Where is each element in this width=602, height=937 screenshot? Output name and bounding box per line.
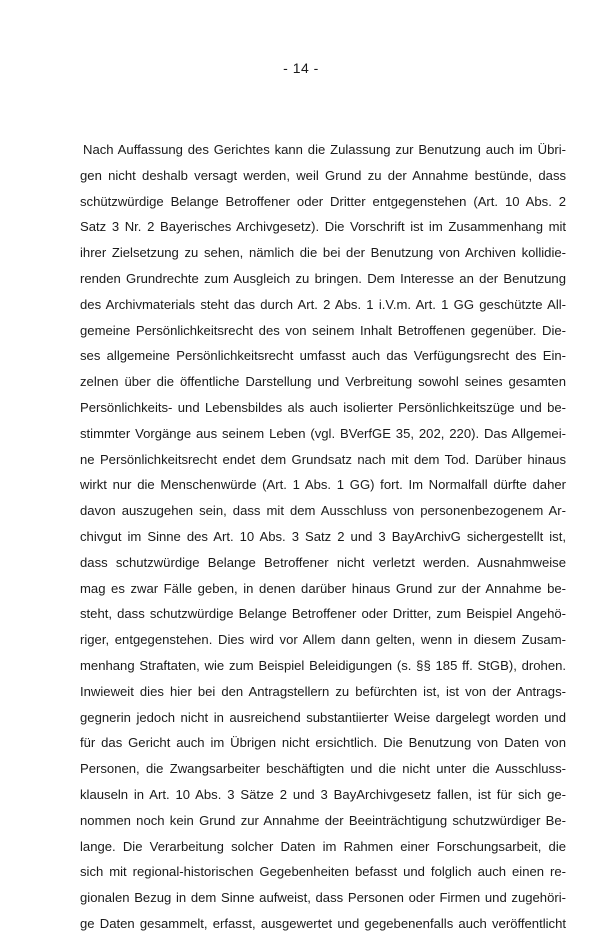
text-line: zelnen über die öffentliche Darstellung und Verbreitung sowohl seines gesamten xyxy=(80,374,566,390)
text-line: schützwürdige Belange Betroffener oder Dritter entgegenstehen (Art. 10 Abs. 2 xyxy=(80,193,567,209)
text-line: davon auszugehen sein, dass mit dem Ausschluss von personenbezogenem Ar- xyxy=(80,503,566,519)
page-number: - 14 - xyxy=(283,60,319,76)
text-line: gen nicht deshalb versagt werden, weil Grund zu der Annahme bestünde, dass xyxy=(80,167,567,183)
text-line: nommen noch kein Grund zur Annahme der Beeinträchtigung schutzwürdiger Be- xyxy=(80,812,567,828)
text-line: ses allgemeine Persönlichkeitsrecht umfasst auch das Verfügungsrecht des Ein- xyxy=(80,348,567,364)
text-line: Persönlichkeits- und Lebensbildes als auch isolierter Persönlichkeitszüge und be- xyxy=(80,399,566,415)
text-line: ge Daten gesammelt, erfasst, ausgewertet und gegebenenfalls auch veröffentlicht xyxy=(80,915,567,931)
text-line: Satz 3 Nr. 2 Bayerisches Archivgesetz). Die Vorschrift ist im Zusammenhang mit xyxy=(80,219,567,235)
text-line: dass schutzwürdige Belange Betroffener nicht verletzt werden. Ausnahmweise xyxy=(80,554,566,570)
text-line: klauseln in Art. 10 Abs. 3 Sätze 2 und 3 BayArchivgesetz fallen, ist für sich ge- xyxy=(80,786,567,802)
text-line: sich mit regional-historischen Gegebenheiten befasst und folglich auch einen re- xyxy=(80,864,566,880)
text-line: chivgut im Sinne des Art. 10 Abs. 3 Satz 2 und 3 BayArchivG sichergestellt ist, xyxy=(80,528,567,544)
text-line: Personen, die Zwangsarbeiter beschäftigten und die nicht unter die Ausschluss- xyxy=(80,761,566,777)
text-line: gegnerin jedoch nicht in ausreichend substantiierter Weise dargelegt worden und xyxy=(80,709,566,725)
text-line: lange. Die Verarbeitung solcher Daten im Rahmen einer Forschungsarbeit, die xyxy=(80,838,567,854)
text-line: ne Persönlichkeitsrecht endet dem Grundsatz nach mit dem Tod. Darüber hinaus xyxy=(80,451,566,467)
text-line: riger, entgegenstehen. Dies wird vor Allem dann gelten, wenn in diesem Zusam- xyxy=(80,632,566,648)
text-line: menhang Straftaten, wie zum Beispiel Beleidigungen (s. §§ 185 ff. StGB), drohen. xyxy=(80,657,567,673)
text-line: stimmter Vorgänge aus seinem Leben (vgl. BVerfGE 35, 202, 220). Das Allgemei- xyxy=(80,425,566,441)
text-line: steht, dass schutzwürdige Belange Betroffener oder Dritter, zum Beispiel Angehö- xyxy=(80,606,566,622)
text-line: Inwieweit dies hier bei den Antragstellern zu befürchten ist, ist von der Antrags- xyxy=(80,683,566,699)
text-line: gionalen Bezug in dem Sinne aufweist, dass Personen oder Firmen und zugehöri- xyxy=(80,890,567,906)
text-line: des Archivmaterials steht das durch Art. 2 Abs. 1 i.V.m. Art. 1 GG geschützte All- xyxy=(80,296,566,312)
text-line: gemeine Persönlichkeitsrecht des von seinem Inhalt Betroffenen gegenüber. Die- xyxy=(80,322,566,338)
text-line: für das Gericht auch im Übrigen nicht ersichtlich. Die Benutzung von Daten von xyxy=(80,735,567,751)
text-line: wirkt nur die Menschenwürde (Art. 1 Abs. 1 GG) fort. Im Normalfall dürfte daher xyxy=(80,477,566,493)
body-paragraph xyxy=(80,137,566,937)
text-line: ihrer Zielsetzung zu sehen, nämlich die bei der Benutzung von Archiven kollidie- xyxy=(80,245,566,261)
text-line: renden Grundrechte zum Ausgleich zu bringen. Dem Interesse an der Benutzung xyxy=(80,270,566,286)
text-line: Nach Auffassung des Gerichtes kann die Zulassung zur Benutzung auch im Übri- xyxy=(83,142,567,157)
text-line: mag es zwar Fälle geben, in denen darüber hinaus Grund zur der Annahme be- xyxy=(80,580,566,596)
